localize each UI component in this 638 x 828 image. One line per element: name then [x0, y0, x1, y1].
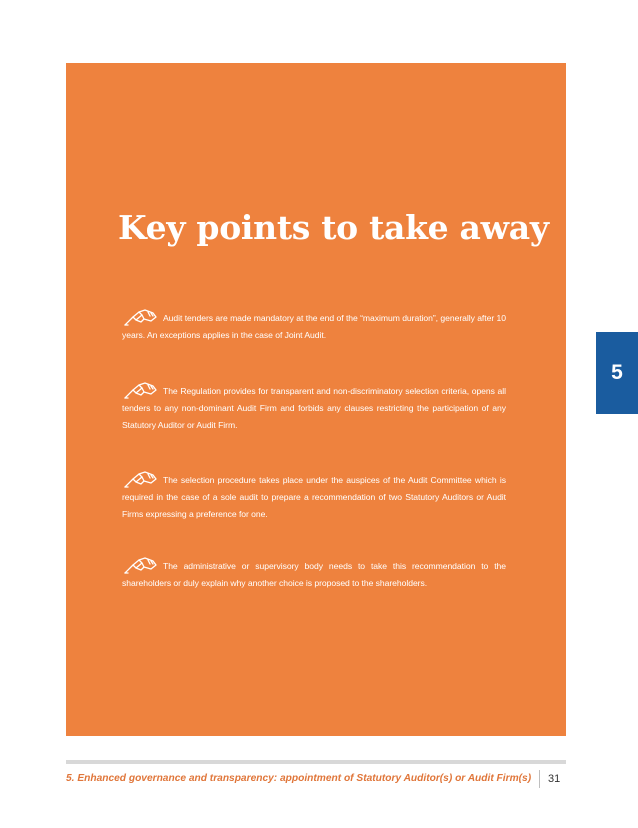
footer-divider — [539, 770, 540, 788]
key-point-2 — [122, 380, 506, 434]
writing-hand-pen-icon — [122, 469, 158, 489]
key-point-text: The administrative or supervisory body needs to take this recommendation to the shareholders or duly explain why another choice is proposed to the shareholders. — [122, 561, 506, 588]
writing-hand-pen-icon — [122, 555, 158, 575]
page-number: 31 — [548, 773, 561, 785]
key-point-text: The Regulation provides for transparent and non-discriminatory selection criteria, opens all tenders to any non-dominant Audit Firm and forbids any clauses restricting the participation of any Statutory Auditor or Audit Firm. — [122, 386, 506, 430]
footer-rule — [66, 760, 566, 764]
section-tab: 5 — [596, 332, 638, 414]
key-point-4 — [122, 555, 506, 592]
writing-hand-pen-icon — [122, 307, 158, 327]
key-point-1 — [122, 307, 506, 344]
key-point-3 — [122, 469, 506, 523]
writing-hand-pen-icon — [122, 380, 158, 400]
page-title: Key points to take away — [118, 208, 549, 247]
key-point-text: Audit tenders are made mandatory at the end of the “maximum duration”, generally after 10 years. An exceptions applies in the case of Joint Audit. — [122, 313, 506, 340]
key-point-text: The selection procedure takes place under the auspices of the Audit Committee which is required in the case of a sole audit to prepare a recommendation of two Statutory Auditors or Audit Firms expressing a preference for one. — [122, 475, 506, 519]
footer-chapter-title: 5. Enhanced governance and transparency: appointment of Statutory Auditor(s) or Audit Firm(s) — [66, 773, 532, 784]
